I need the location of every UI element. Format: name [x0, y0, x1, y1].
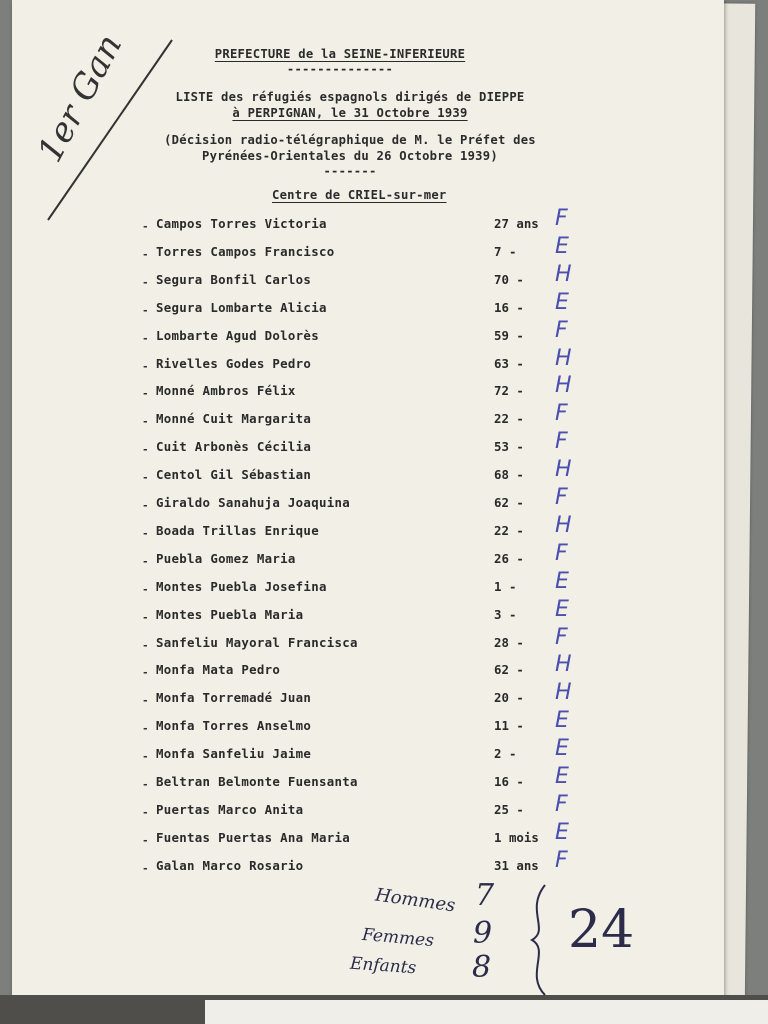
- row-dash: -: [142, 582, 149, 596]
- refugee-name: Beltran Belmonte Fuensanta: [156, 774, 358, 789]
- age-unit: -: [516, 271, 524, 287]
- age-unit: -: [508, 243, 517, 259]
- refugee-name: Giraldo Sanahuja Joaquina: [156, 495, 350, 510]
- age-value: 70: [494, 271, 509, 287]
- gender-mark: E: [555, 819, 569, 845]
- age-value: 53: [494, 439, 509, 455]
- row-dash: -: [142, 359, 149, 373]
- gender-mark: F: [555, 791, 568, 817]
- age-unit: -: [516, 299, 524, 315]
- hommes-label: Hommes: [373, 884, 457, 917]
- refugee-age: [494, 383, 524, 398]
- gender-mark: F: [555, 401, 568, 427]
- refugee-age: [494, 244, 516, 259]
- refugee-name: Segura Bonfil Carlos: [156, 271, 312, 287]
- row-dash: -: [142, 220, 149, 233]
- age-unit: -: [516, 718, 524, 734]
- refugee-name: Rivelles Godes Pedro: [156, 355, 312, 371]
- age-unit: -: [516, 690, 524, 706]
- refugee-row: [0, 206, 768, 236]
- age-unit: -: [516, 355, 524, 371]
- refugee-age: [494, 300, 524, 315]
- refugee-name: Montes Puebla Maria: [156, 606, 304, 622]
- row-dash: -: [142, 610, 149, 624]
- age-unit: -: [516, 662, 524, 678]
- refugee-name: Puebla Gomez Maria: [156, 550, 296, 566]
- refugee-row: [0, 568, 768, 599]
- total-brace: [520, 880, 560, 1000]
- row-dash: -: [142, 666, 149, 680]
- age-value: 27: [494, 216, 509, 231]
- age-unit: -: [516, 634, 524, 650]
- refugee-name: Boada Trillas Enrique: [156, 522, 319, 538]
- refugee-name: Fuentas Puertas Ana Maria: [156, 829, 350, 845]
- row-dash: -: [142, 526, 149, 540]
- refugee-name: Monfa Mata Pedro: [156, 662, 281, 678]
- title-line-2: à PERPIGNAN, le 31 Octobre 1939: [232, 106, 468, 120]
- decision-line-1: (Décision radio-télégraphique de M. le Préfet des: [164, 133, 536, 147]
- age-value: 16: [494, 299, 509, 315]
- age-value: 62: [494, 662, 509, 678]
- age-value: 72: [494, 383, 509, 399]
- refugee-age: [494, 523, 524, 538]
- title-line-1: LISTE des réfugiés espagnols dirigés de DIEPPE: [175, 90, 525, 104]
- refugee-name: Monfa Torres Anselmo: [156, 718, 312, 734]
- age-unit: -: [516, 550, 524, 566]
- refugee-name: Montes Puebla Josefina: [156, 578, 327, 594]
- refugee-row: [0, 261, 768, 292]
- refugee-name: Monné Ambros Félix: [156, 383, 296, 399]
- refugee-row: [0, 317, 768, 348]
- refugee-row: [0, 289, 768, 320]
- gender-mark: F: [555, 429, 568, 455]
- refugee-age: [494, 495, 524, 510]
- refugee-row: [0, 457, 768, 487]
- refugee-age: [494, 690, 524, 705]
- row-dash: -: [142, 805, 149, 819]
- age-unit: -: [508, 578, 517, 594]
- age-value: 25: [494, 801, 509, 817]
- refugee-age: [494, 830, 539, 845]
- refugee-row: [0, 791, 768, 822]
- row-dash: -: [142, 833, 149, 847]
- corner-diagonal-stroke: [40, 35, 180, 225]
- row-dash: -: [142, 303, 149, 317]
- gender-mark: H: [555, 345, 572, 371]
- prefecture-heading: PREFECTURE de la SEINE-INFERIEURE: [214, 47, 466, 61]
- refugee-name: Lombarte Agud Dolorès: [156, 327, 319, 343]
- row-dash: -: [142, 247, 149, 261]
- gender-mark: H: [555, 512, 572, 538]
- refugee-row: [0, 764, 768, 794]
- row-dash: -: [142, 499, 149, 512]
- refugee-name: Monfa Torremadé Juan: [156, 690, 312, 706]
- gender-mark: H: [555, 652, 572, 678]
- enfants-label: Enfants: [349, 953, 417, 979]
- gender-mark: F: [555, 624, 568, 650]
- refugee-name: Torres Campos Francisco: [156, 243, 335, 259]
- femmes-count: 9: [473, 916, 493, 951]
- age-value: 20: [494, 690, 509, 706]
- gender-mark: F: [555, 540, 568, 566]
- refugee-age: [494, 662, 524, 677]
- refugee-age: [494, 328, 524, 343]
- corner-handwritten-note: 1er Gan: [30, 28, 131, 169]
- refugee-age: [494, 607, 516, 622]
- centre-heading: Centre de CRIEL-sur-mer: [272, 188, 447, 202]
- refugee-age: [494, 551, 524, 566]
- gender-mark: E: [555, 568, 569, 594]
- total-count: 24: [568, 900, 635, 960]
- heading-rule: --------------: [286, 62, 394, 76]
- refugee-name: Sanfeliu Mayoral Francisca: [156, 634, 358, 650]
- row-dash: -: [142, 861, 149, 875]
- row-dash: -: [142, 694, 149, 708]
- row-dash: -: [142, 778, 149, 791]
- age-value: 31: [494, 857, 509, 873]
- row-dash: -: [142, 275, 149, 289]
- row-dash: -: [142, 471, 149, 485]
- age-value: 62: [494, 495, 509, 510]
- refugee-age: [494, 718, 524, 733]
- gender-mark: F: [555, 206, 568, 231]
- age-unit: -: [516, 439, 524, 455]
- age-unit: -: [516, 774, 524, 789]
- row-dash: -: [142, 387, 149, 401]
- row-dash: -: [142, 722, 149, 736]
- refugee-name: Puertas Marco Anita: [156, 801, 304, 817]
- refugee-row: [0, 512, 768, 543]
- refugee-name: Monfa Sanfeliu Jaime: [156, 746, 312, 762]
- gender-mark: H: [555, 373, 572, 399]
- row-dash: -: [142, 638, 149, 652]
- refugee-age: [494, 411, 524, 426]
- age-unit: -: [516, 522, 524, 538]
- refugee-row: [0, 736, 768, 766]
- refugee-age: [494, 858, 539, 873]
- refugee-row: [0, 708, 768, 738]
- refugee-row: [0, 596, 768, 627]
- row-dash: -: [142, 750, 149, 764]
- decision-rule: -------: [323, 164, 377, 178]
- refugee-row: [0, 680, 768, 710]
- age-unit: -: [516, 411, 524, 427]
- age-unit: -: [516, 495, 524, 510]
- decision-line-2: Pyrénées-Orientales du 26 Octobre 1939): [202, 149, 498, 163]
- refugee-age: [494, 635, 524, 650]
- age-value: 7: [494, 243, 502, 259]
- age-unit: -: [508, 746, 517, 762]
- age-value: 1: [494, 578, 502, 594]
- gender-mark: H: [555, 457, 572, 483]
- age-unit: -: [516, 467, 524, 483]
- bottom-paper-edge: [205, 1000, 768, 1024]
- refugee-age: [494, 774, 524, 789]
- row-dash: -: [142, 443, 149, 457]
- age-unit: ans: [516, 216, 539, 231]
- refugee-row: [0, 233, 768, 264]
- age-unit: -: [516, 383, 524, 399]
- age-unit: ans: [516, 857, 539, 873]
- age-value: 22: [494, 411, 509, 427]
- refugee-row: [0, 624, 768, 655]
- gender-mark: E: [555, 764, 569, 789]
- age-value: 3: [494, 606, 502, 622]
- refugee-row: [0, 373, 768, 403]
- femmes-label: Femmes: [361, 924, 435, 952]
- refugee-name: Centol Gil Sébastian: [156, 467, 312, 483]
- refugee-row: [0, 819, 768, 850]
- enfants-count: 8: [472, 950, 492, 985]
- refugee-row: [0, 540, 768, 571]
- refugee-age: [494, 216, 539, 231]
- gender-mark: E: [555, 233, 569, 259]
- row-dash: -: [142, 415, 149, 429]
- age-unit: mois: [508, 829, 539, 845]
- gender-mark: E: [555, 596, 569, 622]
- age-value: 26: [494, 550, 509, 566]
- refugee-age: [494, 272, 524, 287]
- gender-mark: F: [555, 317, 568, 343]
- row-dash: -: [142, 554, 149, 568]
- gender-mark: H: [555, 261, 572, 287]
- refugee-name: Galan Marco Rosario: [156, 857, 304, 873]
- refugee-row: [0, 847, 768, 878]
- gender-mark: E: [555, 708, 569, 734]
- gender-mark: E: [555, 736, 569, 762]
- row-dash: -: [142, 331, 149, 345]
- age-unit: -: [508, 606, 517, 622]
- refugee-age: [494, 439, 524, 454]
- age-value: 68: [494, 467, 509, 483]
- age-value: 63: [494, 355, 509, 371]
- hommes-count: 7: [475, 878, 495, 913]
- age-value: 1: [494, 829, 502, 845]
- refugee-age: [494, 746, 516, 761]
- refugee-age: [494, 467, 524, 482]
- refugee-row: [0, 345, 768, 376]
- gender-mark: F: [555, 847, 568, 873]
- age-value: 2: [494, 746, 502, 762]
- age-value: 28: [494, 634, 509, 650]
- age-value: 22: [494, 522, 509, 538]
- refugee-row: [0, 401, 768, 431]
- refugee-name: Monné Cuit Margarita: [156, 411, 312, 427]
- age-value: 11: [494, 718, 509, 734]
- refugee-row: [0, 429, 768, 459]
- refugee-name: Segura Lombarte Alicia: [156, 299, 327, 315]
- refugee-row: [0, 652, 768, 682]
- age-unit: -: [516, 327, 524, 343]
- refugee-age: [494, 356, 524, 371]
- refugee-age: [494, 802, 524, 817]
- age-unit: -: [516, 801, 524, 817]
- refugee-name: Cuit Arbonès Cécilia: [156, 439, 312, 455]
- age-value: 59: [494, 327, 509, 343]
- gender-mark: F: [555, 485, 568, 510]
- refugee-row: [0, 485, 768, 515]
- refugee-name: Campos Torres Victoria: [156, 216, 327, 231]
- gender-mark: E: [555, 289, 569, 315]
- gender-mark: H: [555, 680, 572, 706]
- refugee-age: [494, 579, 516, 594]
- age-value: 16: [494, 774, 509, 789]
